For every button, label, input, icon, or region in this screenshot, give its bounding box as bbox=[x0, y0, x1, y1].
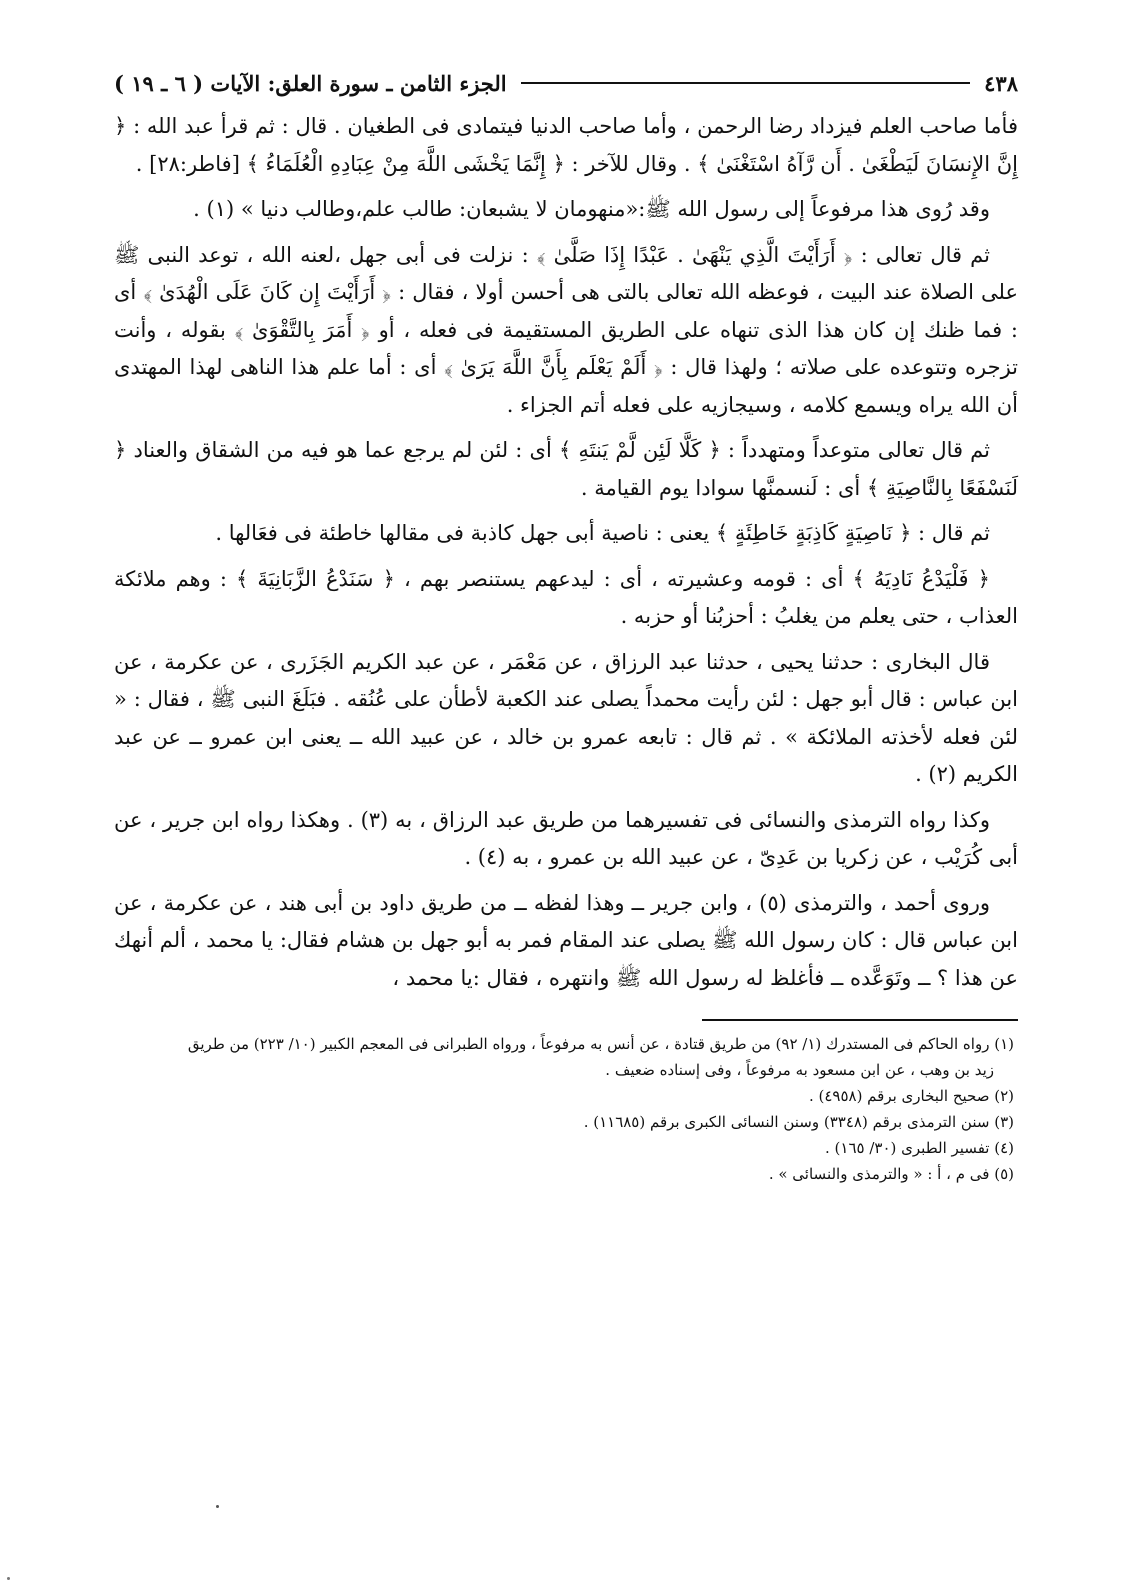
paragraph: وقد رُوى هذا مرفوعاً إلى رسول الله ﷺ:«منهومان لا يشبعان: طالب علم،وطالب دنيا » (١) . bbox=[193, 197, 990, 221]
paragraph: ثم قال تعالى متوعداً ومتهدداً : ﴿ كَلَّا لَئِن لَّمْ يَنتَهِ ﴾ أى : لئن لم يرجع عما هو فيه من الشقاق والعناد ﴿ لَنَسْفَعًا بِالنَّاصِيَةِ ﴾ أى : لَنسمنَّها سوادا يوم القيامة . bbox=[114, 438, 1018, 500]
footnote: (٤) تفسير الطبرى (٣٠/ ١٦٥) . bbox=[825, 1139, 1014, 1157]
footnote-continuation: زيد بن وهب ، عن ابن مسعود به مرفوعاً ، وفى إسناده ضعيف . bbox=[605, 1061, 994, 1079]
body-text bbox=[114, 108, 1018, 997]
footnotes bbox=[114, 1031, 1018, 1187]
paragraph: وروى أحمد ، والترمذى (٥) ، وابن جرير ــ وهذا لفظه ــ من طريق داود بن أبى هند ، عن عكرمة ، عن ابن عباس قال : كان رسول الله ﷺ يصلى عند المقام فمر به أبو جهل بن هشام فقال: يا محمد ، ألم أنهك عن هذا ؟ ــ وتَوَعَّده ــ فأغلظ له رسول الله ﷺ وانتهره ، فقال :يا محمد ، bbox=[114, 890, 1018, 990]
page-number: ٤٣٨ bbox=[984, 70, 1018, 96]
paragraph: ﴿ فَلْيَدْعُ نَادِيَهُ ﴾ أى : قومه وعشيرته ، أى : ليدعهم يستنصر بهم ، ﴿ سَنَدْعُ الزَّبَانِيَةَ ﴾ : وهم ملائكة العذاب ، حتى يعلم من يغلبُ : أحزبُنا أو حزبه . bbox=[114, 566, 1018, 628]
header-rule bbox=[521, 82, 971, 84]
scan-speck bbox=[216, 1505, 219, 1508]
paragraph: وكذا رواه الترمذى والنسائى فى تفسيرهما من طريق عبد الرزاق ، به (٣) . وهكذا رواه ابن جرير ، عن أبى كُرَيْب ، عن زكريا بن عَدِىّ ، عن عبيد الله بن عمرو ، به (٤) . bbox=[114, 807, 1018, 869]
running-header bbox=[114, 68, 1018, 98]
scan-speck bbox=[7, 1577, 10, 1580]
paragraph: ثم قال تعالى : ﴿ أَرَأَيْتَ الَّذِي يَنْهَىٰ . عَبْدًا إِذَا صَلَّىٰ ﴾ : نزلت فى أبى جهل ،لعنه الله ، توعد النبى ﷺ على الصلاة عند البيت ، فوعظه الله تعالى بالتى هى أحسن أولا ، فقال : ﴿ أَرَأَيْتَ إِن كَانَ عَلَى الْهُدَىٰ ﴾ أى : فما ظنك إن كان هذا الذى تنهاه على الطريق المستقيمة فى فعله ، أو ﴿ أَمَرَ بِالتَّقْوَىٰ ﴾ بقوله ، وأنت تزجره وتتوعده على صلاته ؛ ولهذا قال : ﴿ أَلَمْ يَعْلَم بِأَنَّ اللَّهَ يَرَىٰ ﴾ أى : أما علم هذا الناهى لهذا المهتدى أن الله يراه ويسمع كلامه ، وسيجازيه على فعله أتم الجزاء . bbox=[114, 242, 1018, 417]
running-title: الجزء الثامن ـ سورة العلق: الآيات ( ٦ ـ ١٩ ) bbox=[114, 70, 507, 96]
footnote: (١) رواه الحاكم فى المستدرك (١/ ٩٢) من طريق قتادة ، عن أنس به مرفوعاً ، ورواه الطبرانى فى المعجم الكبير (١٠/ ٢٢٣) من طريق bbox=[187, 1035, 1014, 1053]
footnote: (٥) فى م ، أ : « والترمذى والنسائى » . bbox=[768, 1165, 1014, 1183]
paragraph: ثم قال : ﴿ نَاصِيَةٍ كَاذِبَةٍ خَاطِئَةٍ ﴾ يعنى : ناصية أبى جهل كاذبة فى مقالها خاطئة فى فعَالها . bbox=[215, 521, 990, 545]
paragraph: فأما صاحب العلم فيزداد رضا الرحمن ، وأما صاحب الدنيا فيتمادى فى الطغيان . قال : ثم قرأ عبد الله : ﴿ إِنَّ الإِنسَانَ لَيَطْغَىٰ . أَن رَّآهُ اسْتَغْنَىٰ ﴾ . وقال للآخر : ﴿ إِنَّمَا يَخْشَى اللَّهَ مِنْ عِبَادِهِ الْعُلَمَاءُ ﴾ [فاطر:٢٨] . bbox=[114, 114, 1018, 176]
footnote-separator bbox=[702, 1019, 1018, 1021]
footnote: (٣) سنن الترمذى برقم (٣٣٤٨) وسنن النسائى الكبرى برقم (١١٦٨٥) . bbox=[583, 1113, 1014, 1131]
footnote: (٢) صحيح البخارى برقم (٤٩٥٨) . bbox=[808, 1087, 1014, 1105]
paragraph: قال البخارى : حدثنا يحيى ، حدثنا عبد الرزاق ، عن مَعْمَر ، عن عبد الكريم الجَزَرى ، عن عكرمة ، عن ابن عباس : قال أبو جهل : لئن رأيت محمداً يصلى عند الكعبة لأطأن على عُنُقه . فبَلَغَ النبى ﷺ ، فقال : « لئن فعله لأخذته الملائكة » . ثم قال : تابعه عمرو بن خالد ، عن عبيد الله ــ يعنى ابن عمرو ــ عن عبد الكريم (٢) . bbox=[114, 649, 1018, 786]
